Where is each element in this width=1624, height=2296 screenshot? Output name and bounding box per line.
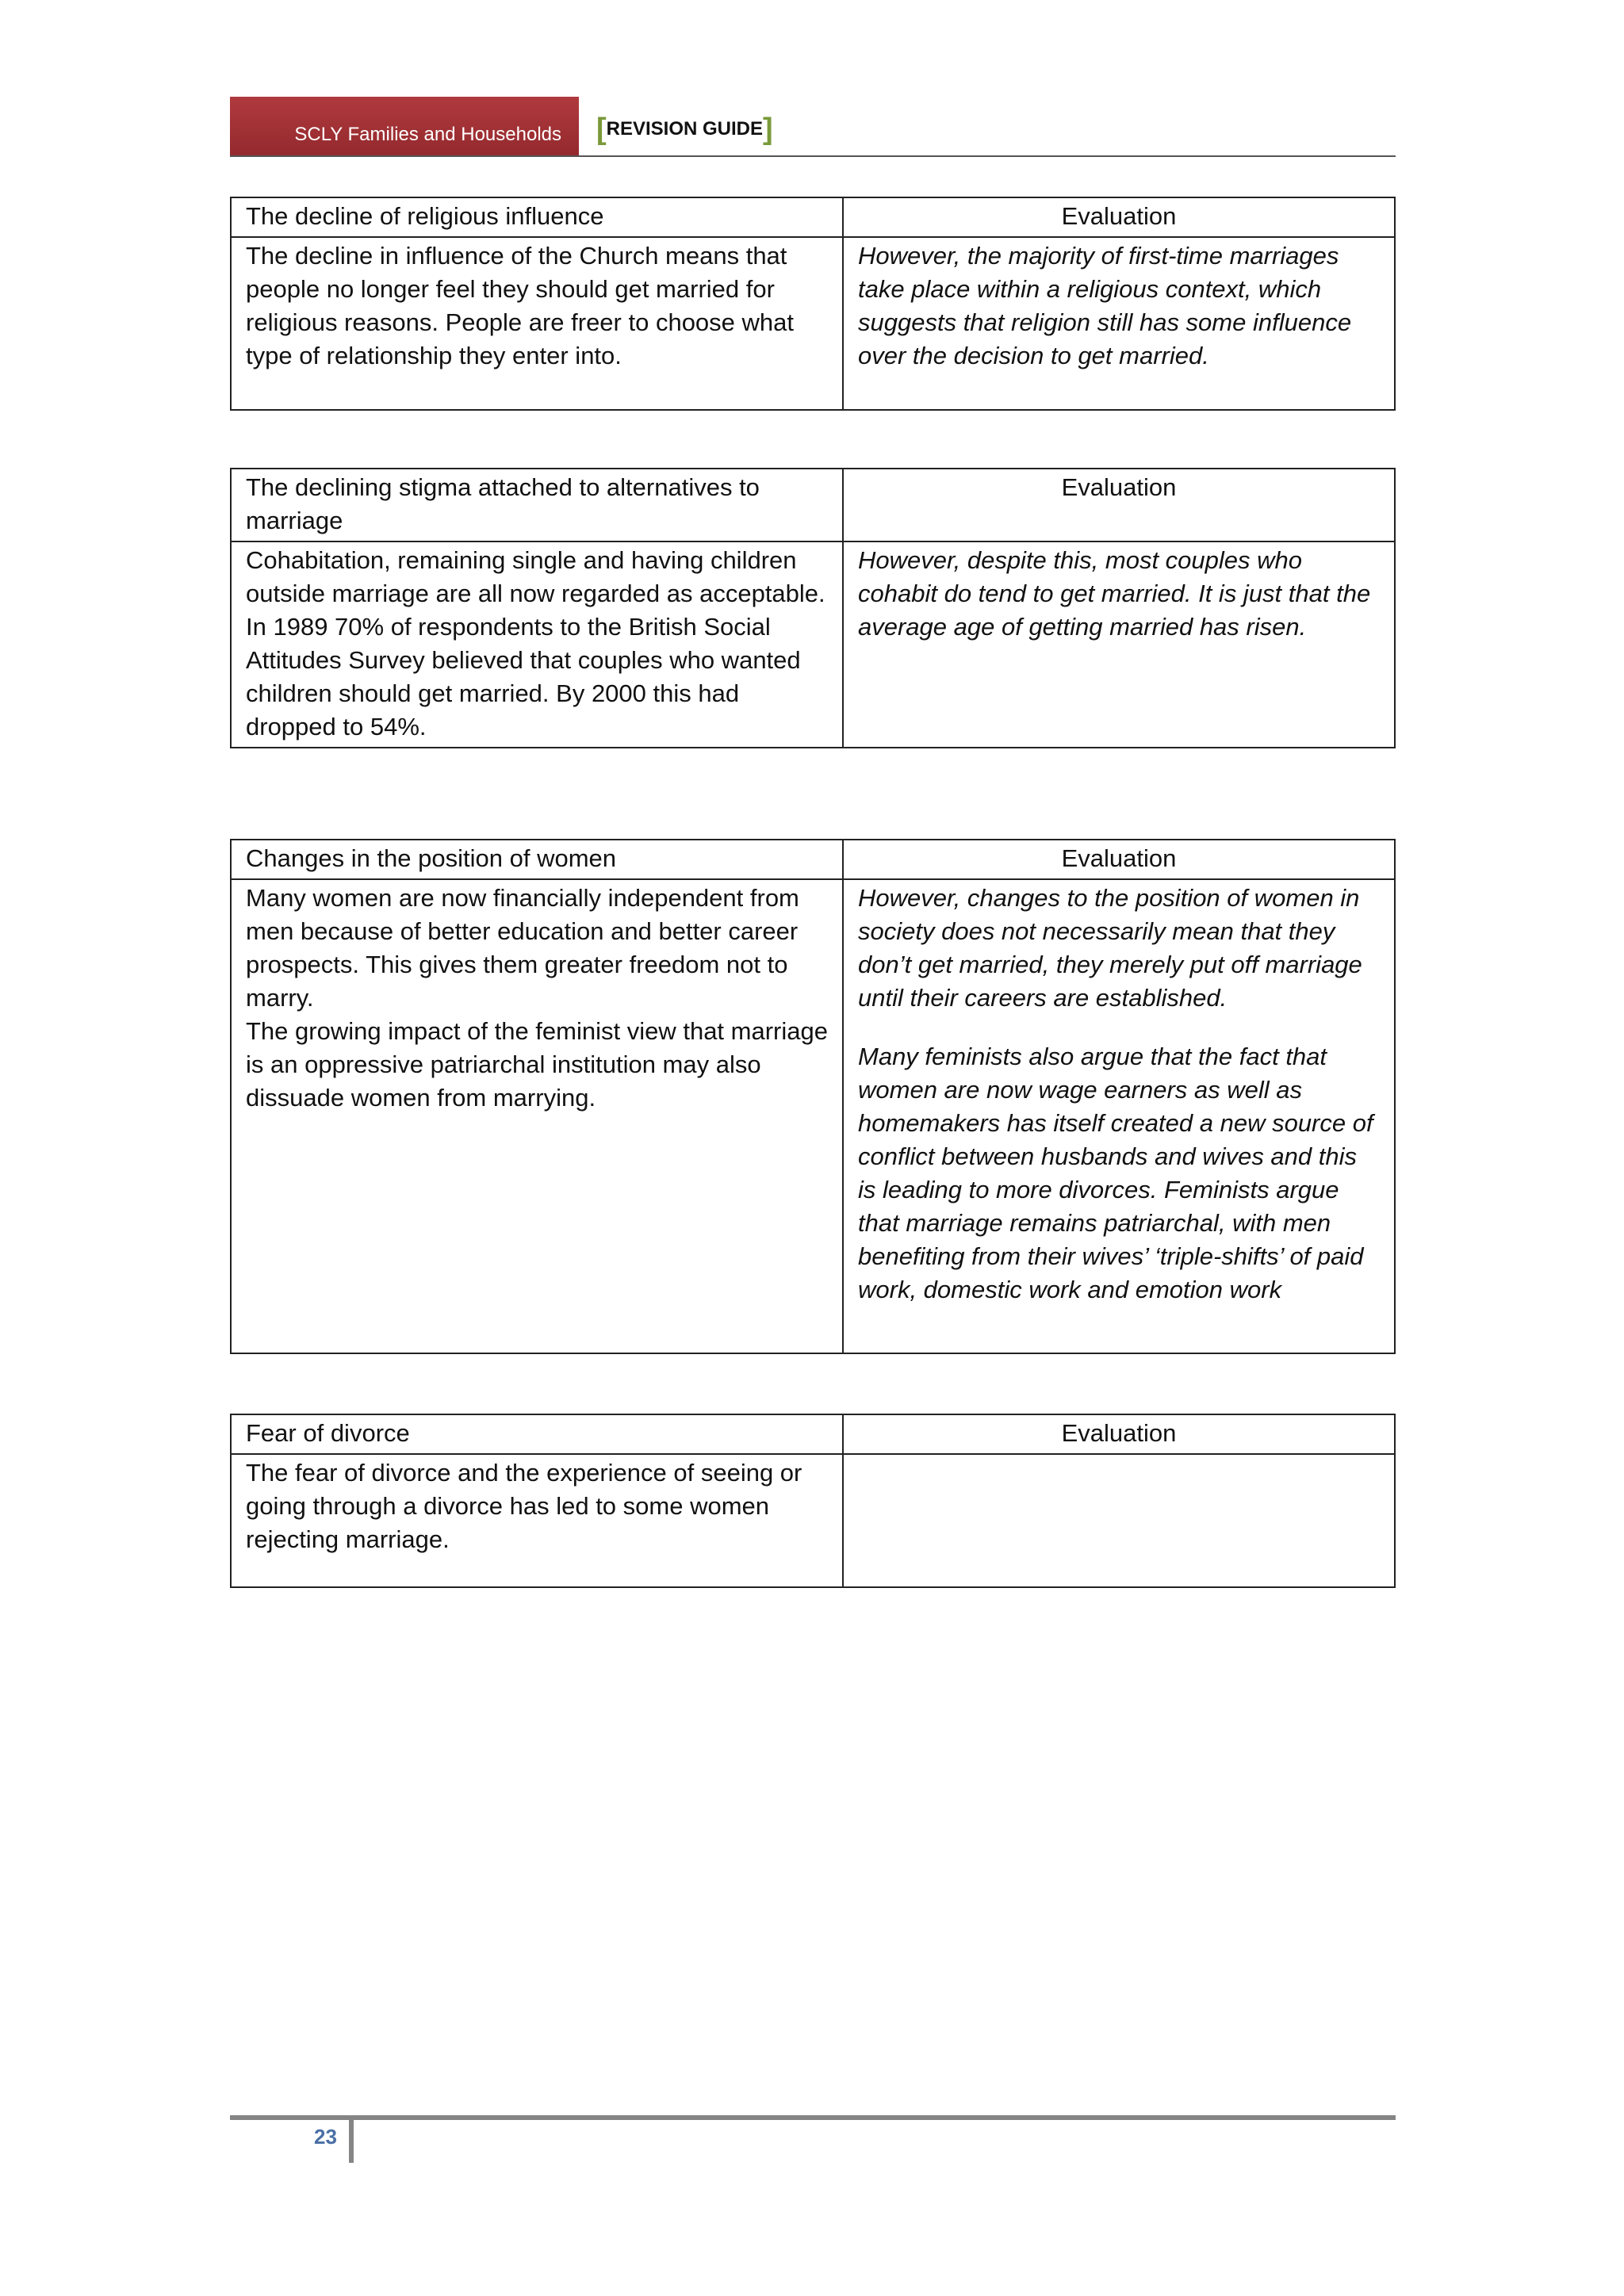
table-religious-influence	[230, 197, 1396, 411]
bracket-open-glyph: [	[596, 113, 607, 146]
table-header-row	[231, 197, 1395, 237]
topic-heading: The decline of religious influence	[231, 197, 843, 237]
topic-body-cell	[231, 879, 843, 1353]
topic-body-paragraph: Many women are now financially independent from men because of better education and better career prospects. This gives them greater freedom not to marry.	[246, 884, 799, 1012]
evaluation-heading: Evaluation	[843, 197, 1395, 237]
table-body-row	[231, 541, 1395, 748]
evaluation-heading: Evaluation	[843, 469, 1395, 541]
evaluation-paragraph: However, changes to the position of women in society does not necessarily mean that they don’t get married, they merely put off marriage until their careers are established.	[858, 884, 1362, 1012]
header-course-title: SCLY Families and Households	[294, 124, 561, 145]
topic-heading: Fear of divorce	[231, 1414, 843, 1454]
evaluation-paragraph: Many feminists also argue that the fact that women are now wage earners as well as homemakers has itself created a new source of conflict between husbands and wives and this is leading to more divorces. Feminists argue that marriage remains patriarchal, with men benefiting from their wives’ ‘triple-shifts’ of paid work, domestic work and emotion work	[858, 1043, 1373, 1303]
footer-rule	[230, 2115, 1396, 2120]
topic-body: The decline in influence of the Church means that people no longer feel they should get married for religious reasons. People are freer to choose what type of relationship they enter into.	[231, 237, 843, 410]
table-fear-of-divorce	[230, 1414, 1396, 1588]
table-declining-stigma	[230, 468, 1396, 748]
evaluation-body: However, the majority of first-time marriages take place within a religious context, which suggests that religion still has some influence over the decision to get married.	[843, 237, 1395, 410]
table-body-row	[231, 879, 1395, 1353]
topic-body: The fear of divorce and the experience of seeing or going through a divorce has led to some women rejecting marriage.	[231, 1454, 843, 1587]
evaluation-body-cell	[843, 879, 1395, 1353]
topic-body-paragraph: The growing impact of the feminist view that marriage is an oppressive patriarchal institution may also dissuade women from marrying.	[246, 1017, 828, 1112]
header-divider	[230, 155, 1396, 157]
header-course-band	[230, 97, 579, 157]
table-position-of-women	[230, 839, 1396, 1354]
footer-tick	[349, 2115, 354, 2163]
topic-heading: Changes in the position of women	[231, 840, 843, 879]
table-body-row	[231, 1454, 1395, 1587]
topic-heading: The declining stigma attached to alternatives to marriage	[231, 469, 843, 541]
table-header-row	[231, 840, 1395, 879]
bracket-close-glyph: ]	[763, 113, 773, 146]
table-header-row	[231, 469, 1395, 541]
topic-body: Cohabitation, remaining single and having children outside marriage are all now regarded as acceptable. In 1989 70% of respondents to the British Social Attitudes Survey believed that couples who wanted children should get married. By 2000 this had dropped to 54%.	[231, 541, 843, 748]
paragraph-gap	[858, 1015, 1380, 1040]
evaluation-body	[843, 1454, 1395, 1587]
evaluation-body: However, despite this, most couples who cohabit do tend to get married. It is just that the average age of getting married has risen.	[843, 541, 1395, 748]
table-body-row	[231, 237, 1395, 410]
page-number: 23	[314, 2125, 337, 2149]
evaluation-heading: Evaluation	[843, 1414, 1395, 1454]
header-guide-label: REVISION GUIDE	[606, 118, 764, 140]
evaluation-heading: Evaluation	[843, 840, 1395, 879]
table-header-row	[231, 1414, 1395, 1454]
header-revision-guide	[596, 111, 773, 147]
